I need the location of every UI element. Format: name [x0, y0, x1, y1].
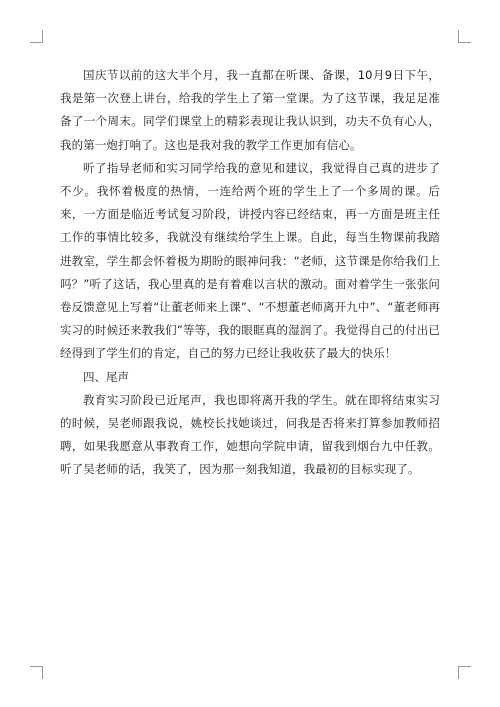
- paragraph-national-day-first-class: 国庆节以前的这大半个月，我一直都在听课、备课，10月9日下午，我是第一次登上讲台，给我的学生上了第一堂课。为了这节课，我足足准备了一个周末。同学们课堂上的精彩表现让我认识到，功夫不负有心人，我的第一炮打响了。这也是我对我的教学工作更加有信心。: [60, 68, 440, 152]
- crop-mark-top-right: [458, 30, 471, 43]
- document-body: [60, 64, 440, 482]
- crop-mark-bottom-right: [458, 666, 471, 679]
- crop-mark-top-left: [30, 30, 43, 43]
- paragraph-progress-and-feedback: 听了指导老师和实习同学给我的意见和建议，我觉得自己真的进步了不少。我怀着极度的热情，一连给两个班的学生上了一个多周的课。后来，一方面是临近考试复习阶段，讲授内容已经结束，再一方面是班主任工作的事情比较多，我就没有继续给学生上课。自此，每当生物课前我踏进教室，学生都会怀着极为期盼的眼神问我：“老师，这节课是你给我们上吗？”听了这话，我心里真的是有着难以言状的激动。面对着学生一张张问卷反馈意见上写着“让董老师来上课”、“不想董老师离开九中”、“董老师再实习的时候还来教我们”等等，我的眼眶真的湿润了。我觉得自己的付出已经得到了学生们的肯定，自己的努力已经让我收获了最大的快乐！: [60, 160, 440, 361]
- section-heading-epilogue: 四、尾声: [83, 369, 129, 384]
- crop-mark-bottom-left: [30, 666, 43, 679]
- paragraph-epilogue: 教育实习阶段已近尾声，我也即将离开我的学生。就在即将结束实习的时候，吴老师跟我说，姚校长找她谈过，问我是否将来打算参加教师招聘，如果我愿意从事教育工作，她想向学院申请，留我到烟台九中任教。听了吴老师的话，我笑了，因为那一刻我知道，我最初的目标实现了。: [60, 392, 440, 477]
